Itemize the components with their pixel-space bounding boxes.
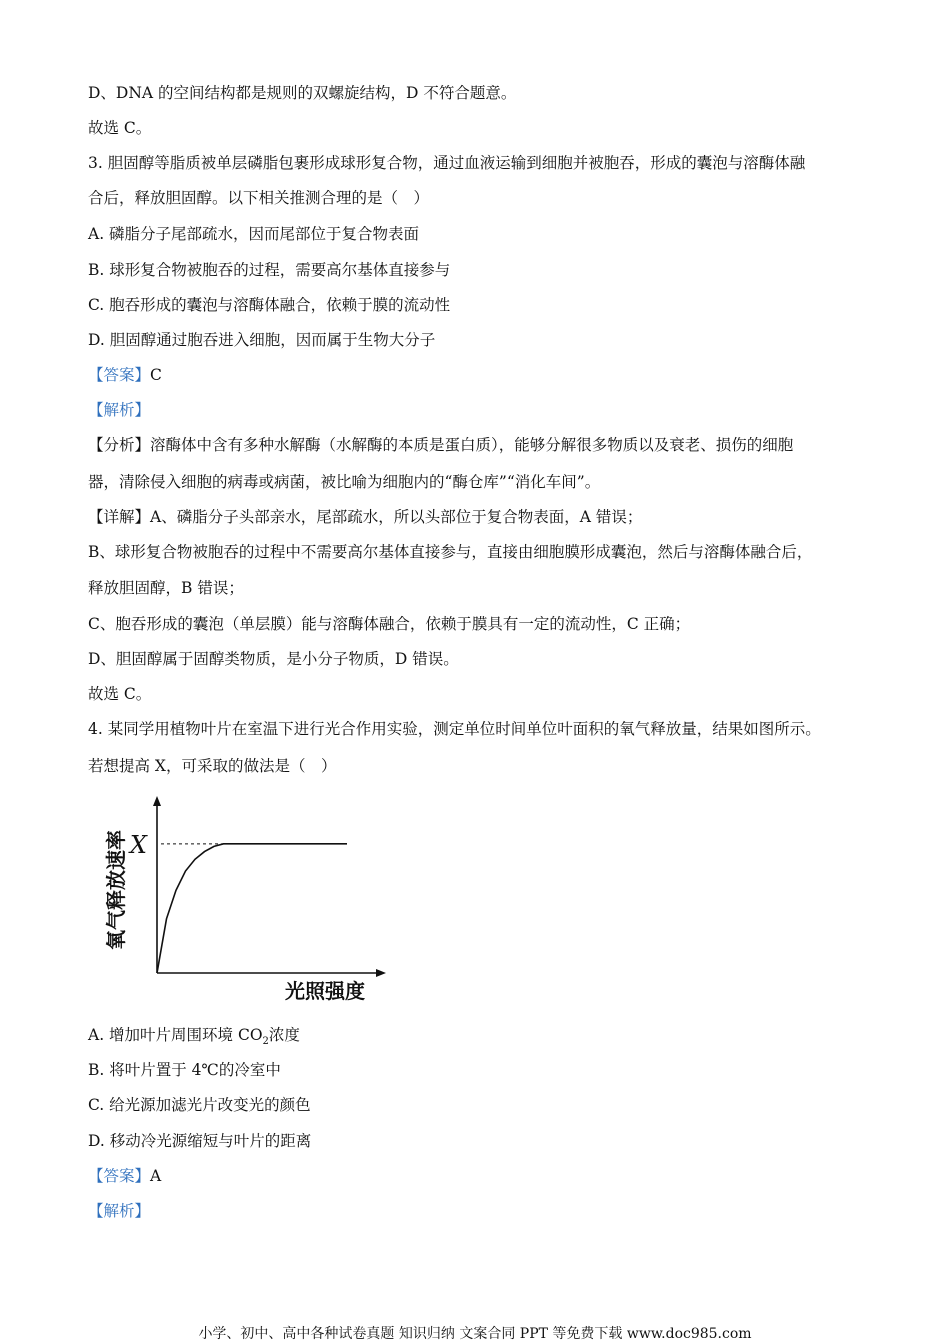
answer-tag: 【答案】 (88, 1167, 151, 1185)
text-line: C、胞吞形成的囊泡（单层膜）能与溶酶体融合，依赖于膜具有一定的流动性，C 正确； (88, 615, 691, 633)
option-b: B. 球形复合物被胞吞的过程，需要高尔基体直接参与 (88, 261, 451, 279)
analysis-line: 【分析】溶酶体中含有多种水解酶（水解酶的本质是蛋白质），能够分解很多物质以及衰老、损伤的细胞 (88, 436, 794, 454)
fenxi-tag: 【分析】 (88, 436, 151, 454)
text-line: 若想提高 X，可采取的做法是（ ） (88, 757, 337, 775)
option-a: A. 增加叶片周围环境 $CO_2$浓度 (88, 1026, 300, 1048)
text-line: 合后，释放胆固醇。以下相关推测合理的是（ ） (88, 189, 430, 207)
y-axis-label: 氧气释放速率 (104, 830, 128, 950)
text-line: D、胆固醇属于固醇类物质，是小分子物质，D 错误。 (88, 650, 459, 668)
text-line: D、DNA 的空间结构都是规则的双螺旋结构，D 不符合题意。 (88, 84, 517, 102)
answer-tag: 【答案】 (88, 366, 151, 384)
footer-ad-text: 小学、初中、高中各种试卷真题 知识归纳 文案合同 PPT 等免费下载 www.doc985.com (198, 1326, 752, 1342)
detail-line: 【详解】A、磷脂分子头部亲水，尾部疏水，所以头部位于复合物表面，A 错误； (88, 508, 643, 526)
answer-line: 【答案】A (88, 1167, 162, 1185)
analysis-tag: 【解析】 (88, 1202, 151, 1220)
option-b: B. 将叶片置于 4℃的冷室中 (88, 1061, 281, 1079)
option-a: A. 磷脂分子尾部疏水，因而尾部位于复合物表面 (88, 225, 420, 243)
text-line: 故选 C。 (88, 685, 152, 703)
x-axis-arrow (376, 969, 386, 977)
option-d: D. 胆固醇通过胞吞进入细胞，因而属于生物大分子 (88, 331, 436, 349)
x-axis-label: 光照强度 (285, 979, 365, 1003)
plateau-label-x: X (129, 830, 147, 859)
text-line: 器，清除侵入细胞的病毒或病菌，被比喻为细胞内的“酶仓库”“消化车间”。 (88, 473, 601, 491)
analysis-heading (88, 1201, 150, 1221)
option-c: C. 给光源加滤光片改变光的颜色 (88, 1096, 311, 1114)
question-4-stem: 4. 某同学用植物叶片在室温下进行光合作用实验，测定单位时间单位叶面积的氧气释放量，结果如图所示。 (88, 720, 821, 738)
text-line: 故选 C。 (88, 119, 152, 137)
xiangjie-tag: 【详解】 (88, 508, 151, 526)
option-d: D. 移动冷光源缩短与叶片的距离 (88, 1132, 312, 1150)
y-axis-arrow (153, 796, 161, 806)
option-c: C. 胞吞形成的囊泡与溶酶体融合，依赖于膜的流动性 (88, 296, 451, 314)
data-series-line (157, 844, 347, 973)
analysis-heading (88, 400, 150, 420)
text-line: B、球形复合物被胞吞的过程中不需要高尔基体直接参与，直接由细胞膜形成囊泡，然后与溶酶体融合后， (88, 543, 813, 561)
answer-line: 【答案】C (88, 366, 162, 384)
oxygen-release-chart (95, 790, 395, 1005)
analysis-tag: 【解析】 (88, 401, 151, 419)
question-3-stem: 3. 胆固醇等脂质被单层磷脂包裹形成球形复合物，通过血液运输到细胞并被胞吞，形成的囊泡与溶酶体融 (88, 154, 806, 172)
text-line: 释放胆固醇，B 错误； (88, 579, 244, 597)
